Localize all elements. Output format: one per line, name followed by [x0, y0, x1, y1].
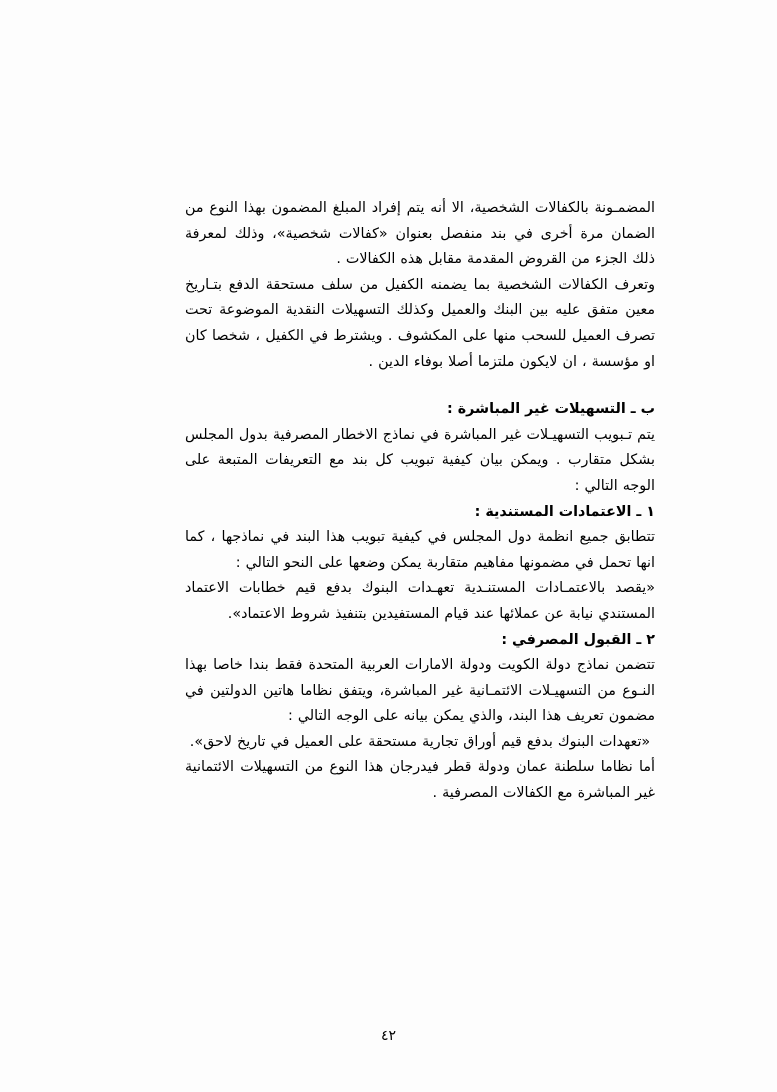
- paragraph-4: تتطابق جميع انظمة دول المجلس في كيفية تبويب هذا البند في نماذجها ، كما انها تحمل في مضمونها مفاهيم متقاربة يمكن وضعها على النحو التالي :: [185, 529, 655, 571]
- section-heading-indirect-facilities: ب ـ التسهيلات غير المباشرة :: [447, 401, 655, 418]
- paragraph-8: أما نظاما سلطنة عمان ودولة قطر فيدرجان هذا النوع من التسهيلات الائتمانية غير المباشرة مع الكفالات المصرفية .: [185, 759, 655, 802]
- paragraph-2: وتعرف الكفالات الشخصية بما يضمنه الكفيل من سلف مستحقة الدفع بتـاريخ معين متفق عليه بين البنك والعميل وكذلك التسهيلات النقدية الموضوعة تحت تصرف العميل للسحب منها على المكشوف . ويشترط في الكفيل ، شخصا كان او مؤسسة ، ان لايكون ملتزما أصلا بوفاء الدين .: [185, 276, 655, 370]
- subsection-heading-documentary-credits: ١ ـ الاعتمادات المستندية :: [474, 503, 655, 520]
- subsection-heading-bank-acceptance: ٢ ـ القبول المصرفي :: [501, 631, 655, 648]
- page-body: [185, 196, 655, 807]
- definition-quote-bank-acceptance: «تعهدات البنوك بدفع قيم أوراق تجارية مستحقة على العميل في تاريخ لاحق».: [189, 733, 651, 750]
- paragraph-3: يتم تـبويب التسهيـلات غير المباشرة في نماذج الاخطار المصرفية بدول المجلس بشكل متقارب . ويمكن بيان كيفية تبويب كل بند مع التعريفات المتبعة على الوجه التالي :: [185, 426, 655, 494]
- spacer: [185, 375, 655, 397]
- page-number: ٤٢: [380, 1028, 397, 1044]
- paragraph-1: المضمـونة بالكفالات الشخصية، الا أنه يتم إفراد المبلغ المضمون بهذا النوع من الضمان مرة أخرى في بند منفصل بعنوان «كفالات شخصية»، وذلك لمعرفة ذلك الجزء من القروض المقدمة مقابل هذه الكفالات .: [185, 200, 655, 268]
- definition-quote-documentary-credits: «يقصد بالاعتمـادات المستنـدية تعهـدات البنوك بدفع قيم خطابات الاعتماد المستندي نيابة عن عملائها عند قيام المستفيدين بتنفيذ شروط الاعتماد».: [185, 580, 655, 622]
- paragraph-6: تتضمن نماذج دولة الكويت ودولة الامارات العربية المتحدة فقط بندا خاصا بهذا النـوع من التسهيـلات الائتمـانية غير المباشرة، ويتفق نظاما هاتين الدولتين في مضمون تعريف هذا البند، والذي يمكن بيانه على الوجه التالي :: [185, 657, 655, 725]
